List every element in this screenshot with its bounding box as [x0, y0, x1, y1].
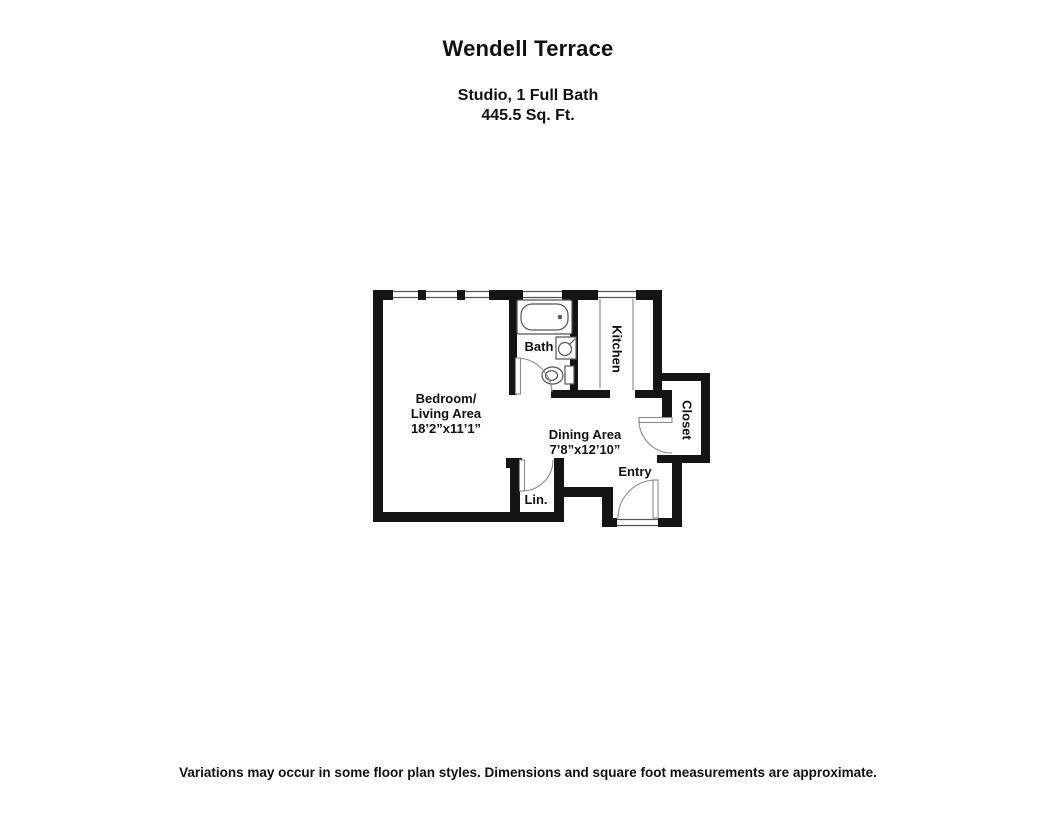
- window: [523, 292, 562, 298]
- linen-door: [520, 460, 554, 491]
- window-mullion: [457, 290, 465, 300]
- bath-door-leaf: [516, 358, 521, 394]
- room-label-entry: Entry: [618, 464, 652, 479]
- wall-kitchen-bottom: [635, 390, 665, 398]
- wall-linen-left: [510, 468, 520, 512]
- linen-door-leaf: [520, 460, 525, 491]
- sink: [556, 337, 576, 359]
- wall-entry-bottom: [658, 518, 682, 527]
- wall-entry-right: [672, 455, 682, 527]
- window: [465, 292, 489, 298]
- wall-left: [373, 290, 383, 522]
- room-label-dining-dimensions: 7’8”x12’10”: [549, 442, 621, 457]
- entry-door-leaf: [653, 480, 658, 518]
- entry-door: [617, 480, 658, 526]
- room-label-bedroom-line1: Bedroom/: [415, 391, 477, 406]
- page-title: Wendell Terrace: [442, 36, 614, 61]
- wall-closet-left-stub: [662, 390, 672, 420]
- room-label-bedroom-line2: Living Area: [410, 406, 482, 421]
- room-label-kitchen: Kitchen: [609, 325, 625, 373]
- bathtub: [517, 300, 572, 334]
- disclaimer-text: Variations may occur in some floor plan styles. Dimensions and square foot measurements are approximate.: [179, 765, 877, 780]
- wall-closet-bottom: [657, 455, 710, 463]
- closet-door-swing-arc: [639, 420, 672, 453]
- window: [598, 292, 636, 298]
- wall-segment: [489, 290, 523, 300]
- wall-linen-right: [554, 458, 564, 522]
- wall-segment: [562, 290, 598, 300]
- linen-door-swing-arc: [522, 460, 553, 491]
- room-label-bedroom-dimensions: 18’2”x11’1”: [410, 421, 482, 436]
- window: [393, 292, 418, 298]
- room-label-closet: Closet: [679, 400, 695, 440]
- room-label-bath: Bath: [524, 339, 554, 354]
- closet-door: [639, 418, 672, 454]
- window-mullion: [418, 290, 426, 300]
- room-label-linen: Lin.: [524, 492, 548, 507]
- wall-bath-bottom: [551, 390, 610, 398]
- square-footage: 445.5 Sq. Ft.: [481, 107, 575, 124]
- entry-door-swing-arc: [618, 480, 656, 518]
- entry-threshold: [617, 520, 658, 526]
- wall-bottom: [373, 512, 564, 522]
- bath-door-swing-arc: [519, 358, 552, 392]
- room-label-dining: Dining Area: [548, 427, 622, 442]
- wall-closet-right: [701, 373, 710, 463]
- unit-type-subtitle: Studio, 1 Full Bath: [457, 87, 599, 104]
- wall-dining-bottom: [557, 487, 613, 497]
- window: [426, 292, 457, 298]
- closet-door-leaf: [639, 418, 672, 423]
